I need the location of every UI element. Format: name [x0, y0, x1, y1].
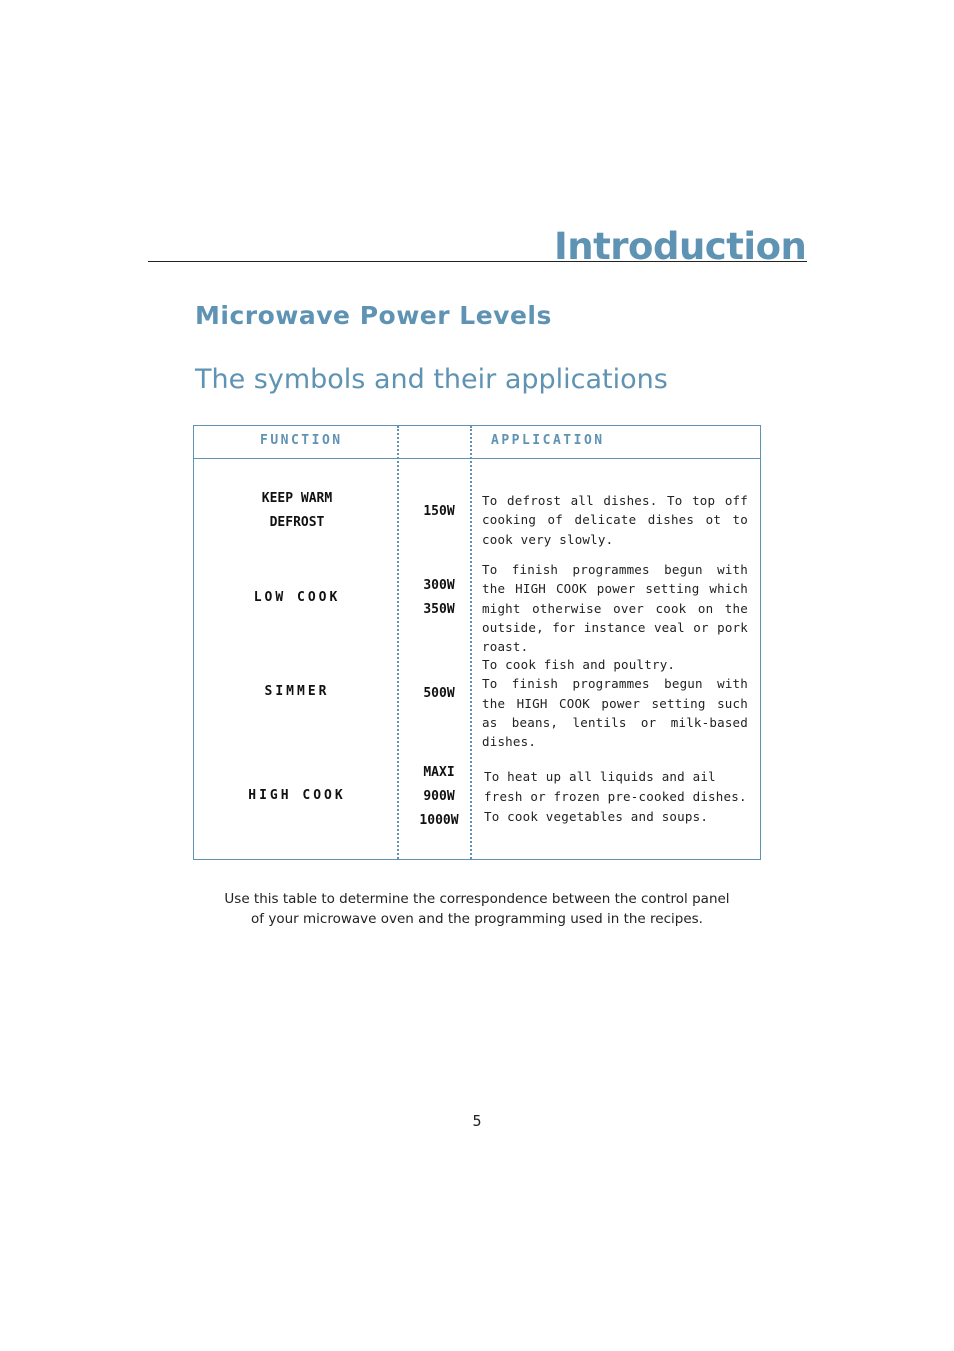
power-value: 500W: [423, 686, 455, 701]
power-levels-table: [193, 425, 761, 860]
power-cell: [404, 574, 474, 622]
function-label: DEFROST: [269, 515, 325, 530]
power-value: 900W: [423, 789, 455, 804]
function-cell: [234, 680, 360, 704]
function-label: SIMMER: [264, 684, 330, 699]
column-divider-function: [397, 426, 399, 859]
function-label: LOW COOK: [253, 590, 341, 605]
function-cell: [234, 784, 360, 808]
header-application: APPLICATION: [491, 433, 605, 448]
note-line: Use this table to determine the correspondence between the control panel: [224, 891, 730, 907]
application-line: To heat up all liquids and ail fresh or frozen pre-cooked dishes.: [484, 769, 747, 804]
function-label: HIGH COOK: [248, 788, 346, 803]
power-value: 350W: [423, 602, 455, 617]
usage-note: [193, 890, 761, 929]
header-function: FUNCTION: [260, 433, 343, 448]
power-value: 1000W: [419, 813, 459, 828]
page-title: Introduction: [554, 225, 807, 268]
application-cell: [484, 767, 750, 827]
function-cell: [234, 586, 360, 610]
page-number: 5: [472, 1112, 482, 1130]
function-cell: [234, 487, 360, 535]
power-cell: [404, 682, 474, 706]
subtitle: The symbols and their applications: [195, 364, 668, 395]
power-value: MAXI: [423, 765, 455, 780]
note-line: of your microwave oven and the programming used in the recipes.: [251, 910, 703, 927]
application-line: To cook vegetables and soups.: [484, 809, 709, 824]
power-cell: [404, 761, 474, 833]
power-value: 300W: [423, 578, 455, 593]
application-cell: [482, 655, 748, 751]
header-divider: [194, 458, 760, 459]
power-value: 150W: [423, 504, 455, 519]
power-cell: [404, 500, 474, 524]
application-cell: To defrost all dishes. To top off cooking of delicate dishes ot to cook very slowly.: [482, 493, 748, 547]
application-line: To cook fish and poultry.: [482, 657, 676, 672]
application-line: To finish programmes begun with the HIGH COOK power setting such as beans, lentils or milk-based dishes.: [482, 676, 748, 750]
section-title: Microwave Power Levels: [195, 301, 552, 330]
function-label: KEEP WARM: [261, 491, 333, 506]
application-cell: To finish programmes begun with the HIGH COOK power setting which might otherwise over cook on the outside, for instance veal or pork roast.: [482, 562, 748, 655]
